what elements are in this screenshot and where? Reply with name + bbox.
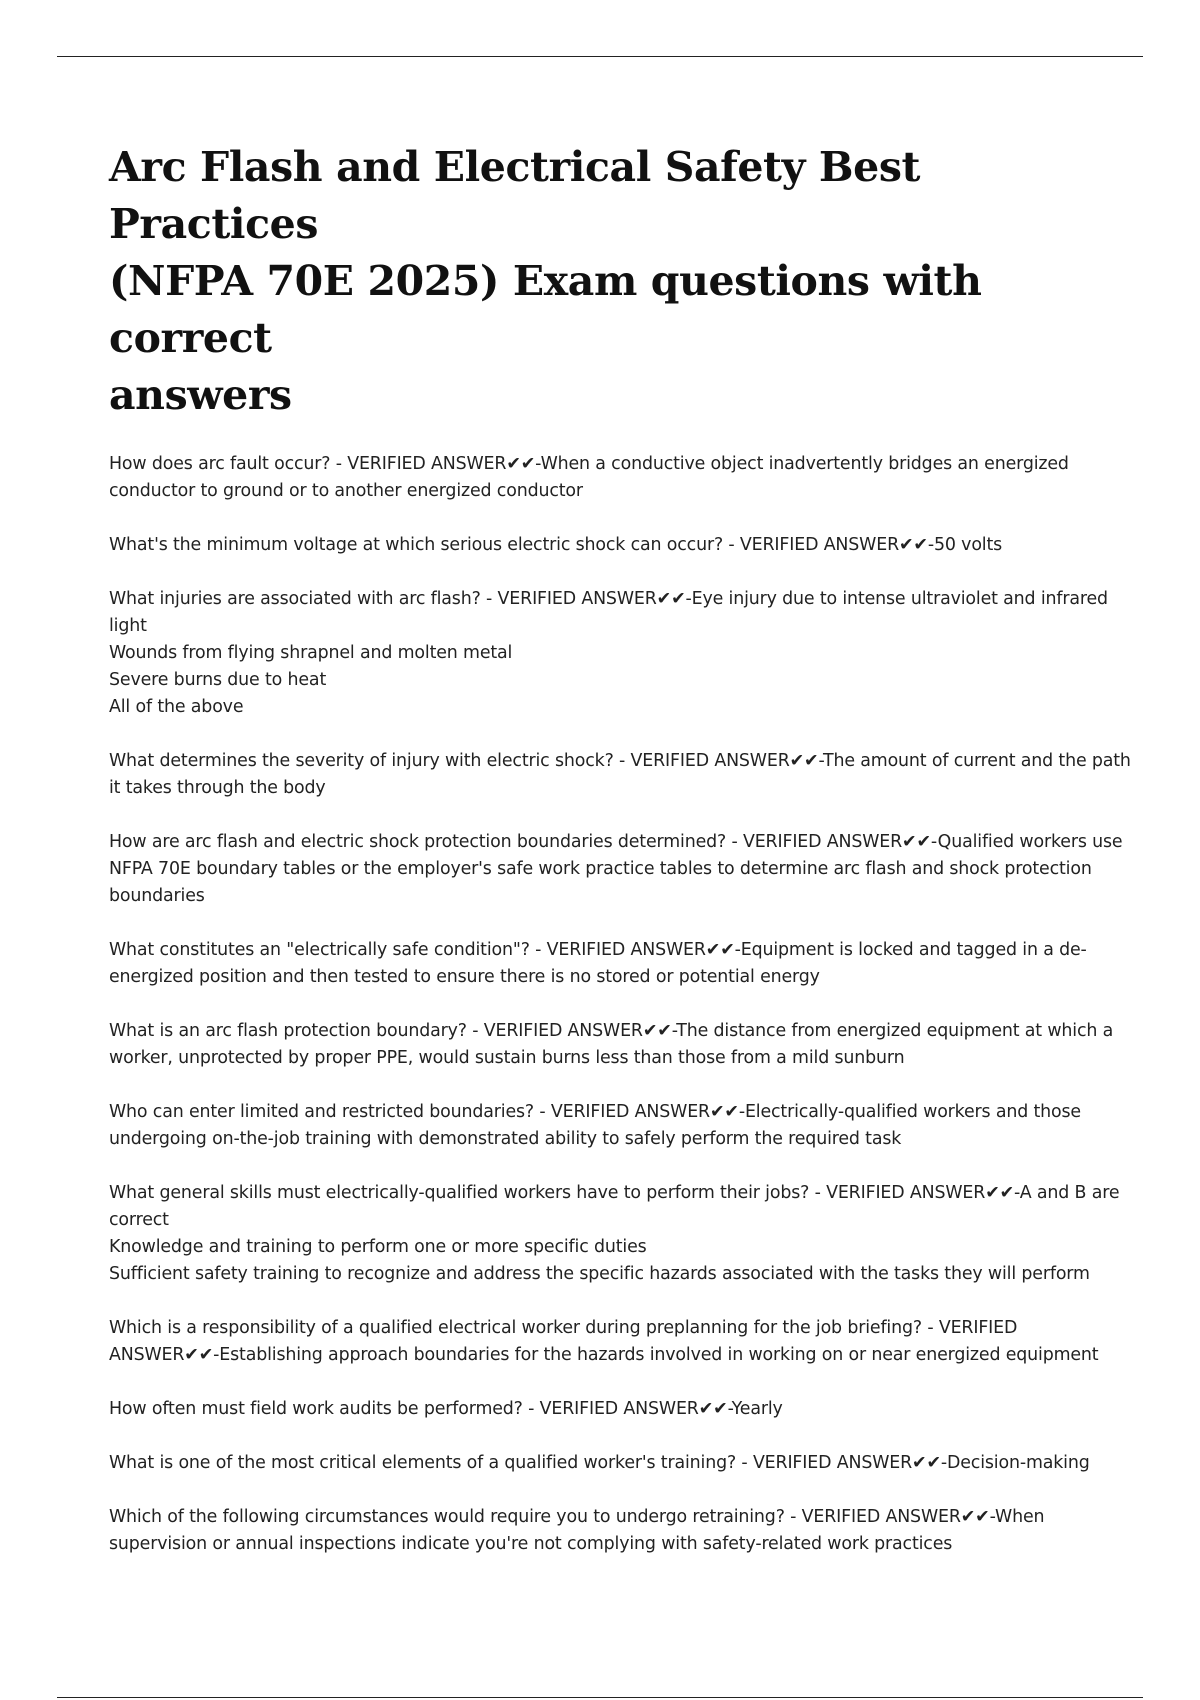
qa-item <box>109 1018 1131 1072</box>
qa-text: What's the minimum voltage at which serious electric shock can occur? - VERIFIED ANSWER✔✔-50 volts <box>109 535 1003 555</box>
qa-text: How often must field work audits be performed? - VERIFIED ANSWER✔✔-Yearly <box>109 1399 783 1419</box>
qa-item <box>109 1099 1131 1153</box>
title-line: (NFPA 70E 2025) Exam questions with correct <box>109 257 982 362</box>
qa-item <box>109 1504 1131 1558</box>
qa-extra-line: Sufficient safety training to recognize and address the specific hazards associated with the tasks they will perform <box>109 1264 1090 1284</box>
qa-item <box>109 1180 1131 1288</box>
qa-text: Who can enter limited and restricted boundaries? - VERIFIED ANSWER✔✔-Electrically-qualified workers and those undergoing on-the-job training with demonstrated ability to safely perform the required task <box>109 1102 1081 1149</box>
bottom-divider <box>57 1697 1143 1698</box>
qa-text: Which is a responsibility of a qualified electrical worker during preplanning for the job briefing? - VERIFIED ANSWER✔✔-Establishing approach boundaries for the hazards involved in working on or near energized equipment <box>109 1318 1099 1365</box>
qa-text: How does arc fault occur? - VERIFIED ANSWER✔✔-When a conductive object inadvertently bridges an energized conductor to ground or to another energized conductor <box>109 454 1069 501</box>
document-body <box>109 139 1131 1585</box>
qa-item <box>109 451 1131 505</box>
qa-item <box>109 1450 1131 1477</box>
qa-extra-line: Knowledge and training to perform one or more specific duties <box>109 1237 647 1257</box>
qa-list <box>109 451 1131 1558</box>
qa-text: What determines the severity of injury with electric shock? - VERIFIED ANSWER✔✔-The amount of current and the path it takes through the body <box>109 751 1131 798</box>
qa-item <box>109 1396 1131 1423</box>
title-line: Arc Flash and Electrical Safety Best Practices <box>109 143 921 248</box>
qa-extra-line: Wounds from flying shrapnel and molten metal <box>109 643 513 663</box>
qa-text: What injuries are associated with arc flash? - VERIFIED ANSWER✔✔-Eye injury due to intense ultraviolet and infrared light <box>109 589 1108 636</box>
qa-item <box>109 829 1131 910</box>
qa-item <box>109 937 1131 991</box>
document-title <box>109 139 1131 424</box>
qa-text: What general skills must electrically-qualified workers have to perform their jobs? - VERIFIED ANSWER✔✔-A and B are correct <box>109 1183 1120 1230</box>
qa-text: Which of the following circumstances would require you to undergo retraining? - VERIFIED ANSWER✔✔-When supervision or annual inspections indicate you're not complying with safety-related work practices <box>109 1507 1045 1554</box>
qa-extra-line: Severe burns due to heat <box>109 670 327 690</box>
qa-text: What is an arc flash protection boundary? - VERIFIED ANSWER✔✔-The distance from energized equipment at which a worker, unprotected by proper PPE, would sustain burns less than those from a mild sunburn <box>109 1021 1114 1068</box>
qa-item <box>109 1315 1131 1369</box>
qa-text: How are arc flash and electric shock protection boundaries determined? - VERIFIED ANSWER✔✔-Qualified workers use NFPA 70E boundary tables or the employer's safe work practice tables to determine arc flash and shock protection boundaries <box>109 832 1123 906</box>
qa-text: What is one of the most critical elements of a qualified worker's training? - VERIFIED ANSWER✔✔-Decision-making <box>109 1453 1090 1473</box>
top-divider <box>57 56 1143 57</box>
qa-extra-line: All of the above <box>109 697 244 717</box>
qa-item <box>109 532 1131 559</box>
title-line: answers <box>109 371 292 419</box>
qa-item <box>109 748 1131 802</box>
qa-item <box>109 586 1131 721</box>
qa-text: What constitutes an "electrically safe condition"? - VERIFIED ANSWER✔✔-Equipment is locked and tagged in a de-energized position and then tested to ensure there is no stored or potential energy <box>109 940 1087 987</box>
